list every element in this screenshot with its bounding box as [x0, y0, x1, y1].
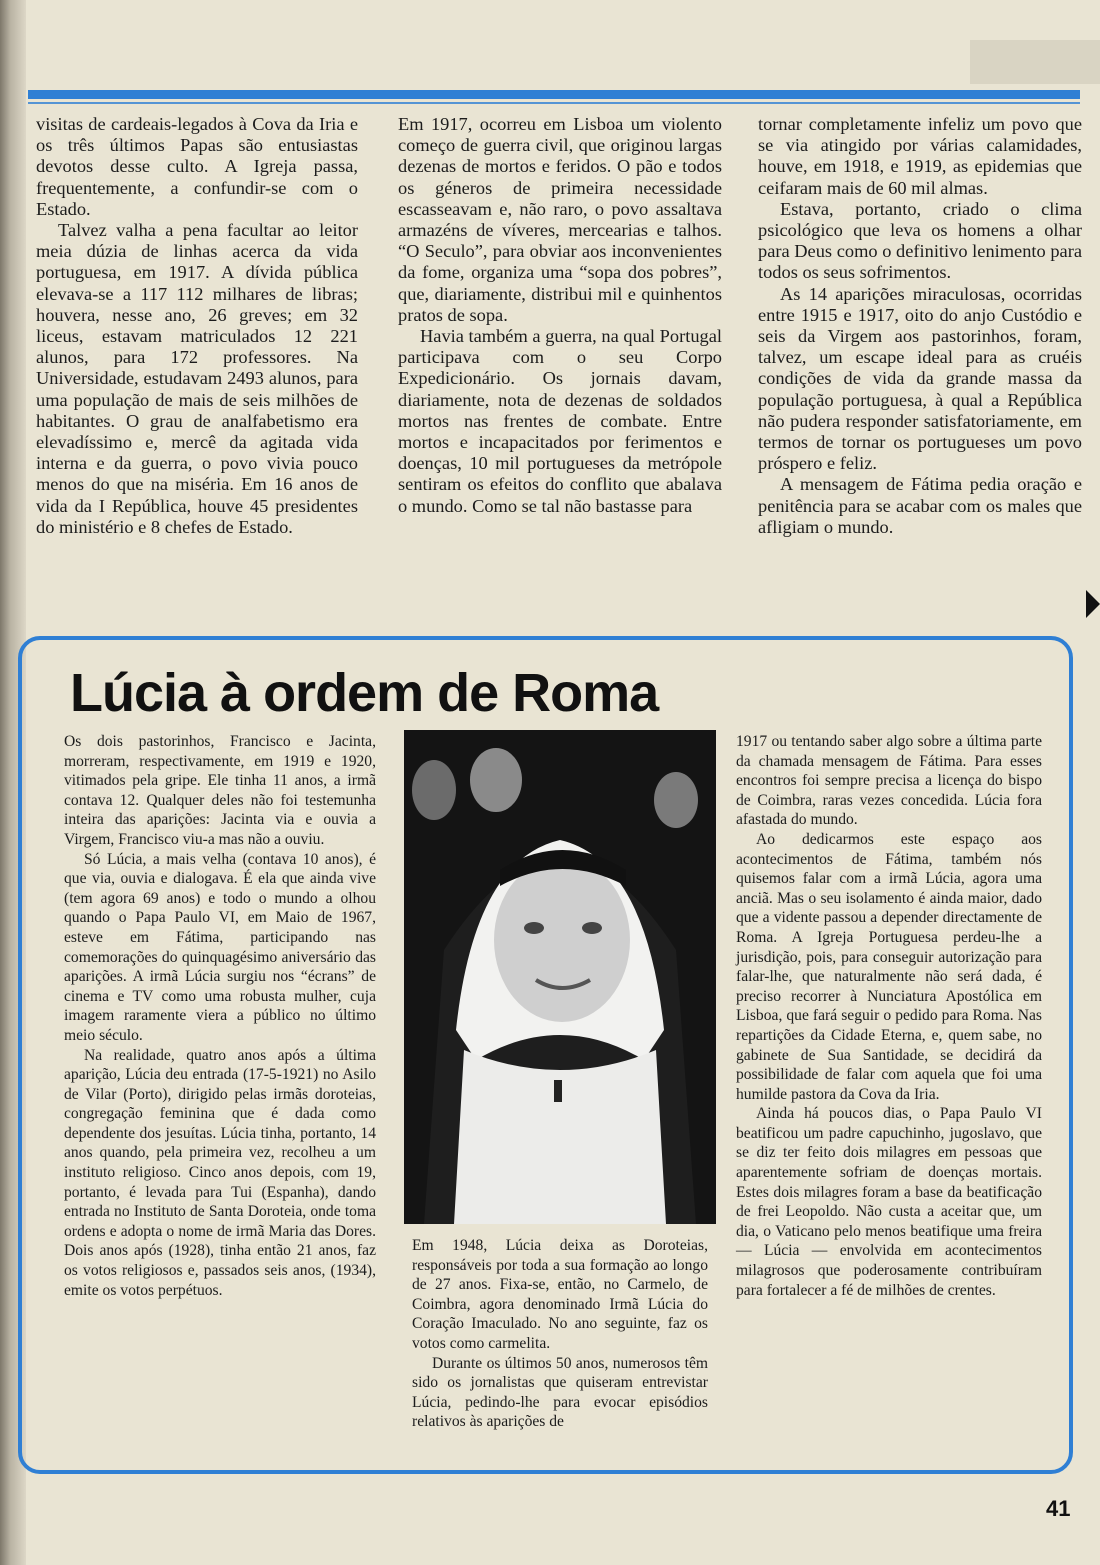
photo-illustration	[404, 730, 716, 1224]
photo-caption-column	[412, 1236, 708, 1432]
paragraph: Havia também a guerra, na qual Portugal participava com o seu Corpo Expedicionário. Os jornais davam, diariamente, nota de dezenas de soldados mortos nas frentes de combate. Entre mortos e incapacitados por ferimentos e doenças, 10 mil portugueses da metrópole sentiram os efeitos do conflito que abalava o mundo. Como se tal não bastasse para	[398, 326, 722, 516]
photo-lucia-nun	[404, 730, 716, 1224]
paragraph: Em 1917, ocorreu em Lisboa um violento começo de guerra civil, que originou largas dezenas de mortos e feridos. O pão e todos os géneros de primeira necessidade escasseavam e, não raro, o povo assaltava armazéns de víveres, mercearias e talhos. “O Seculo”, para obviar aos inconvenientes da fome, organiza uma “sopa dos pobres”, que, diariamente, distribui mil e quinhentos pratos de sopa.	[398, 114, 722, 325]
paragraph: Só Lúcia, a mais velha (contava 10 anos), é que via, ouvia e dialogava. É ela que ainda vive (tem agora 69 anos) e todo o mundo a olhou quando o Papa Paulo VI, em Maio de 1967, esteve em Fátima, participando nas comemorações do quinquagésimo aniversário das aparições. A irmã Lúcia surgiu nos “écrans” de cinema e TV como uma robusta mulher, cuja imagem raramente viera a público no último meio século.	[64, 850, 376, 1044]
adjacent-page-corner	[970, 40, 1100, 84]
paragraph: Talvez valha a pena facultar ao leitor meia dúzia de linhas acerca da vida portuguesa, em 1917. A dívida pública elevava-se a 117 112 milhares de libras; houvera, nesse ano, 26 greves; em 32 liceus, estavam matriculados 12 221 alunos, para 172 professores. Na Universidade, estudavam 2493 alunos, para uma população de mais de seis milhões de habitantes. O grau de analfabetismo era elevadíssimo e, mercê da agitada vida interna e da guerra, o povo vivia pouco menos do que na miséria. Em 16 anos de vida da I República, houve 45 presidentes do ministério e 8 chefes de Estado.	[36, 220, 358, 537]
paragraph: Em 1948, Lúcia deixa as Doroteias, responsáveis por toda a sua formação ao longo de 27 anos. Fixa-se, então, no Carmelo, de Coimbra, agora denominado Irmã Lúcia do Coração Imaculado. No ano seguinte, faz os votos como carmelita.	[412, 1237, 708, 1352]
box-headline: Lúcia à ordem de Roma	[70, 663, 659, 723]
paragraph: Ao dedicarmos este espaço aos acontecimentos de Fátima, também nós quisemos falar com a irmã Lúcia, agora uma anciã. Mas o seu isolamento é ainda maior, dado que a vidente passou a depender directamente de Roma. A Igreja Portuguesa perdeu-lhe a jurisdição, pois, para conseguir autorização para falar-lhe, que naturalmente não será dada, é preciso recorrer à Nunciatura Apostólica em Lisboa, que fará seguir o pedido para Roma. Nas repartições da Cidade Eterna, e, quem sabe, no gabinete de Sua Santidade, se decidirá da possibilidade de falar com aquela que foi uma humilde pastora da Cova da Iria.	[736, 830, 1042, 1103]
paragraph: Na realidade, quatro anos após a última aparição, Lúcia deu entrada (17-5-1921) no Asilo de Vilar (Porto), dirigido pelas irmãs doroteias, congregação feminina que é dada como dependente dos jesuítas. Lúcia tinha, portanto, 14 anos quando, pela primeira vez, recolheu a um instituto religioso. Cinco anos depois, com 19, portanto, é levada para Tui (Espanha), dando entrada no Instituto de Santa Doroteia, onde toma ordens e adopta o nome de irmã Maria das Dores. Dois anos após (1928), tinha então 21 anos, faz os votos religiosos e, passados seis anos, (1934), emite os votos perpétuos.	[64, 1046, 376, 1299]
box-column-1	[64, 732, 376, 1300]
article-column-2	[398, 114, 722, 517]
paragraph: Ainda há poucos dias, o Papa Paulo VI beatificou um padre capuchinho, jugoslavo, que se diz ter feito dois milagres em pessoas que aparentemente sofriam de doenças mortais. Estes dois milagres foram a base da beatificação de frei Leopoldo. Não custa a aceitar que, um dia, o Vaticano pelo menos beatifique uma freira — Lúcia — envolvida em acontecimentos milagrosos que poderosamente contribuíram para fortalecer a fé de milhões de crentes.	[736, 1105, 1042, 1299]
box-column-3	[736, 732, 1042, 1300]
paragraph: tornar completamente infeliz um povo que se via atingido por várias calamidades, houve, em 1918, e 1919, as epidemias que ceifaram mais de 60 mil almas.	[758, 114, 1082, 198]
paragraph: Os dois pastorinhos, Francisco e Jacinta, morreram, respectivamente, em 1919 e 1920, vitimados pela gripe. Ele tinha 11 anos, a irmã contava 12. Qualquer deles não foi testemunha inteira das aparições: Jacinta via e ouvia a Virgem, Francisco viu-a mas não a ouviu.	[64, 733, 376, 848]
top-blue-rule-thin	[28, 102, 1080, 104]
article-column-3	[758, 114, 1082, 538]
paragraph: visitas de cardeais-legados à Cova da Iria e os três últimos Papas são entusiastas devotos desse culto. A Igreja passa, frequentemente, a confundir-se com o Estado.	[36, 114, 358, 219]
top-blue-rule	[28, 90, 1080, 99]
paragraph: Durante os últimos 50 anos, numerosos têm sido os jornalistas que quiseram entrevistar Lúcia, pedindo-lhe para evocar episódios relativos às aparições de	[412, 1354, 708, 1431]
paragraph: A mensagem de Fátima pedia oração e penitência para se acabar com os males que afligiam o mundo.	[758, 474, 1082, 537]
continue-arrow-icon	[1086, 590, 1100, 618]
paragraph: 1917 ou tentando saber algo sobre a última parte da chamada mensagem de Fátima. Para esses encontros foi sempre precisa a licença do bispo de Coimbra, raras vezes concedida. Lúcia fora afastada do mundo.	[736, 733, 1042, 829]
paragraph: Estava, portanto, criado o clima psicológico que leva os homens a olhar para Deus como o definitivo lenimento para todos os seus sofrimentos.	[758, 198, 1082, 283]
article-column-1	[36, 114, 358, 538]
page-number: 41	[1046, 1496, 1071, 1521]
paragraph: As 14 aparições miraculosas, ocorridas entre 1915 e 1917, oito do anjo Custódio e seis da Virgem aos pastorinhos, foram, talvez, um escape ideal para as cruéis condições de vida da grande massa da população portuguesa, à qual a República não pudera responder satisfatoriamente, em termos de tornar os portugueses um povo próspero e feliz.	[758, 283, 1082, 474]
